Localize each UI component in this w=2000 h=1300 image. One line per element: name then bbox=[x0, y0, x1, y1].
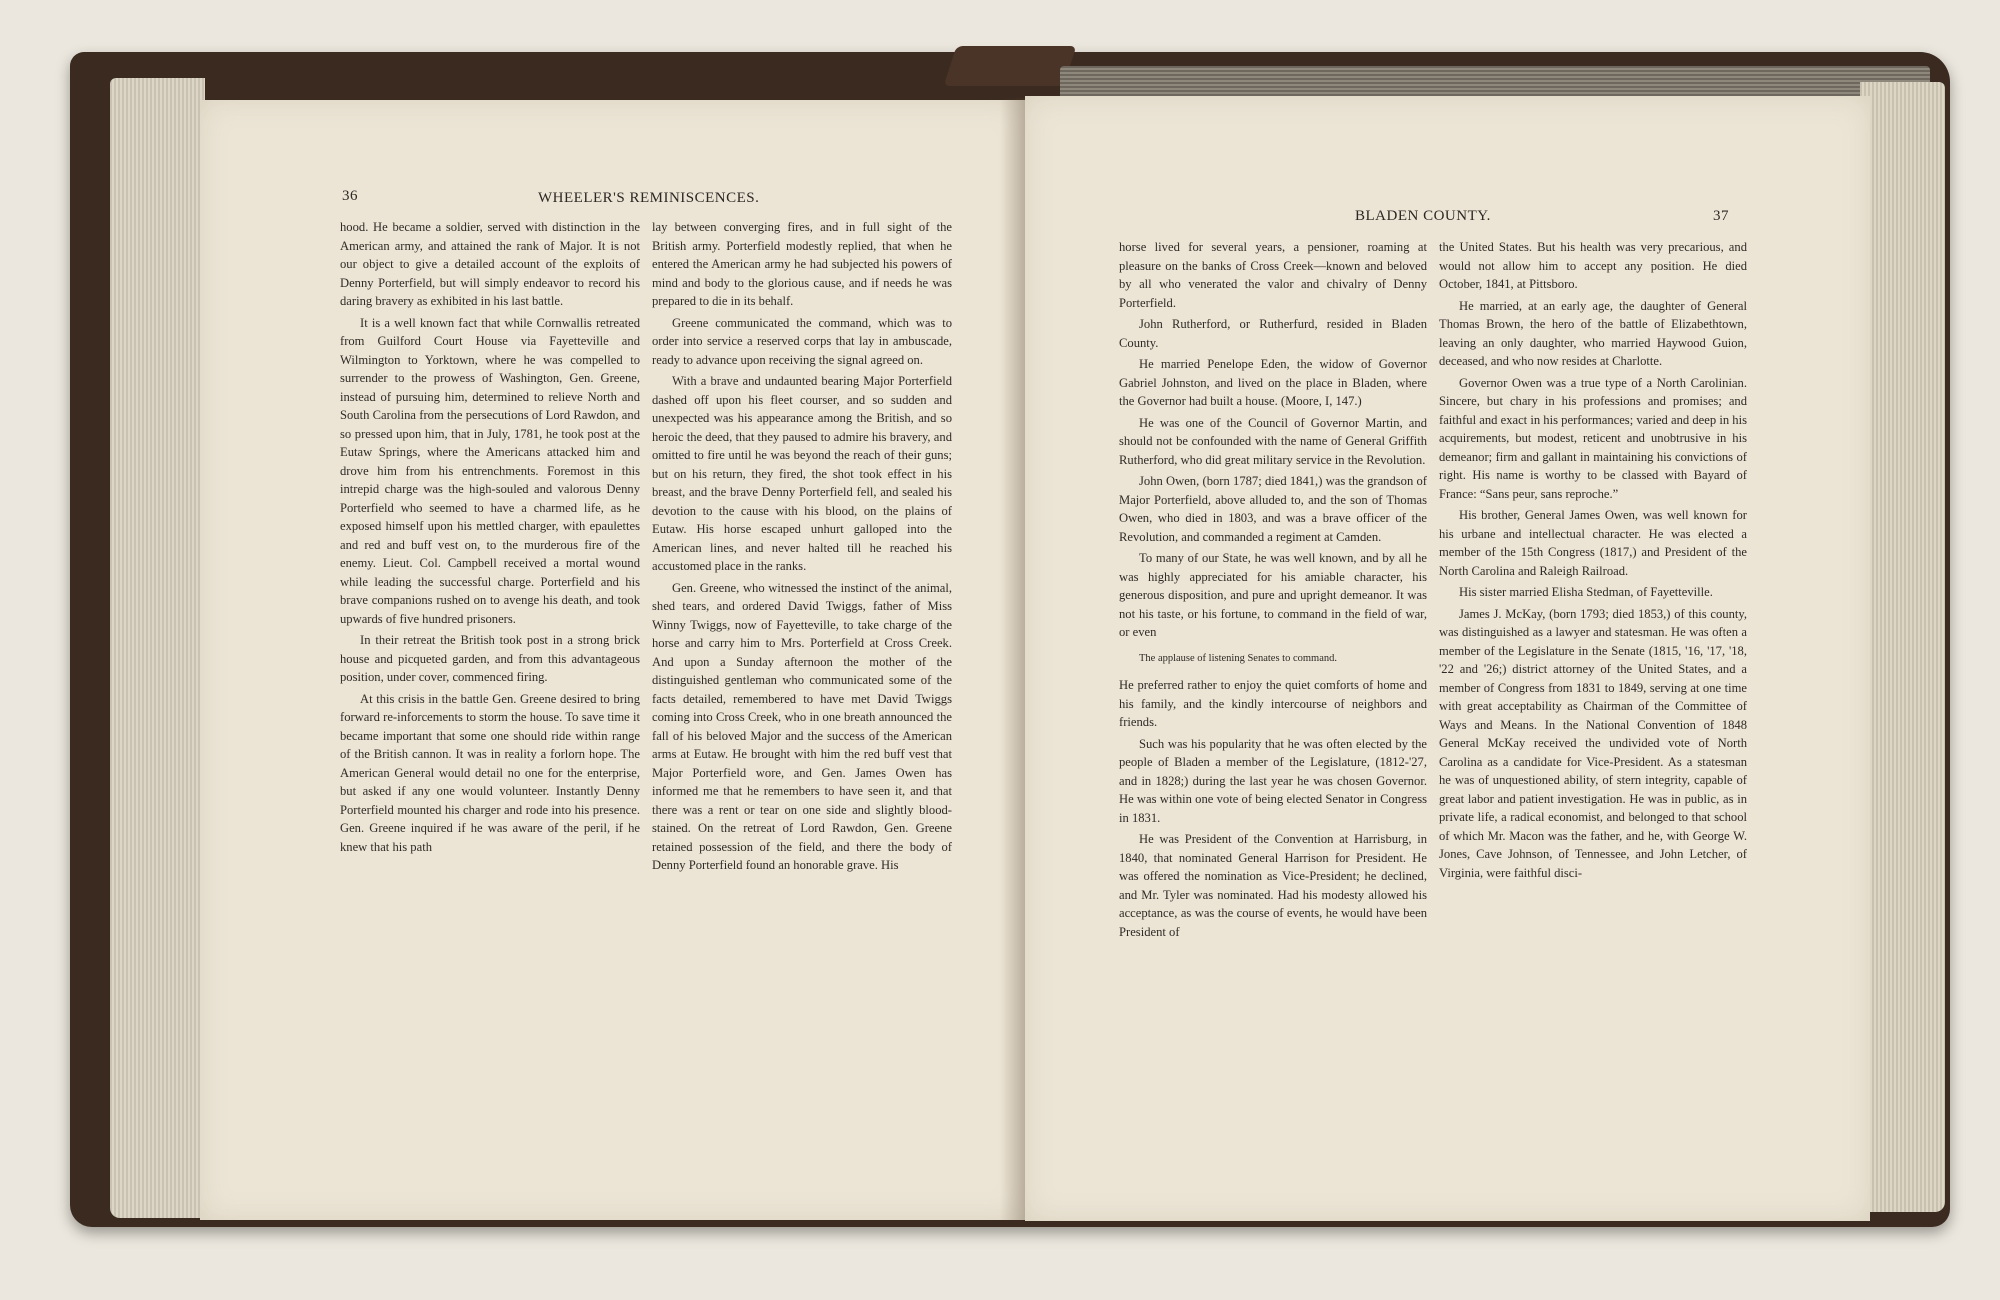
paragraph: John Owen, (born 1787; died 1841,) was the grandson of Major Porterfield, above alluded to, and the son of Thomas Owen, who died in 1803, and was a brave officer of the Revolution, and commanded a regiment at Camden. bbox=[1119, 474, 1427, 544]
paragraph: James J. McKay, (born 1793; died 1853,) of this county, was distinguished as a lawyer and statesman. He was often a member of the Legislature in the Senate (1815, '16, '17, '18, '22 and '26;) district attorney of the United States, and a member of Congress from 1831 to 1849, serving at one time with great acceptability as Chairman of the Committee of Ways and Means. In the National Convention of 1848 General McKay received the undivided vote of North Carolina as a candidate for Vice-President. As a statesman he was of unquestioned ability, of stern integrity, capable of great labor and patient investigation. He was in public, as in private life, a radical economist, and belonged to that school of which Mr. Macon was the father, and he, with George W. Jones, Cave Johnson, of Tennessee, and John Letcher, of Virginia, were faithful disci- bbox=[1439, 606, 1747, 880]
paragraph: horse lived for several years, a pensioner, roaming at pleasure on the banks of Cross Creek—known and beloved by all who venerated the valor and chivalry of Denny Porterfield. bbox=[1119, 240, 1427, 310]
paragraph: He was one of the Council of Governor Martin, and should not be confounded with the name of General Griffith Rutherford, who did great military service in the Revolution. bbox=[1119, 415, 1427, 467]
paragraph: He preferred rather to enjoy the quiet comforts of home and his family, and the kindly intercourse of neighbors and friends. bbox=[1119, 678, 1427, 729]
paragraph: the United States. But his health was very precarious, and would not allow him to accept any position. He died October, 1841, at Pittsboro. bbox=[1439, 240, 1747, 291]
text-column bbox=[1119, 238, 1427, 944]
paragraph: His sister married Elisha Stedman, of Fayetteville. bbox=[1459, 585, 1713, 599]
left-page bbox=[200, 100, 1025, 1220]
paragraph: With a brave and undaunted bearing Major Porterfield dashed off upon his fleet courser, and so sudden and unexpected was his appearance among the British, and so heroic the deed, that they paused to admire his bravery, and omitted to fire until he was beyond the reach of their guns; but on his return, they fired, the shot took effect in his breast, and the brave Denny Porterfield fell, and sealed his devotion to the cause with his blood, on the plains of Eutaw. His horse escaped unhurt galloped into the American lines, and never halted till he reached his accustomed place in the ranks. bbox=[652, 374, 952, 573]
page-edges-right bbox=[1860, 82, 1945, 1212]
paragraph: hood. He became a soldier, served with distinction in the American army, and attained the rank of Major. It is not our object to give a detailed account of the exploits of Denny Porterfield, but will simply endeavor to record his daring bravery as exhibited in his last battle. bbox=[340, 220, 640, 308]
text-column bbox=[652, 218, 952, 878]
running-head: BLADEN COUNTY. bbox=[1355, 208, 1491, 224]
page-edges-left bbox=[110, 78, 205, 1218]
paragraph: To many of our State, he was well known, and by all he was highly appreciated for his amiable character, his generous disposition, and pure and upright demeanor. It was not his taste, or his fortune, to command in the field of war, or even bbox=[1119, 551, 1427, 639]
right-page bbox=[1025, 96, 1870, 1221]
paragraph: At this crisis in the battle Gen. Greene desired to bring forward re-inforcements to storm the house. To save time it became important that some one should ride within range of the British cannon. It was in reality a forlorn hope. The American General would detail no one for the enterprise, but asked if any one would volunteer. Instantly Denny Porterfield mounted his charger and rode into his presence. Gen. Greene inquired if he was aware of the peril, if he knew that his path bbox=[340, 691, 640, 854]
text-column bbox=[1439, 238, 1747, 885]
paragraph: Greene communicated the command, which was to order into service a reserved corps that lay in ambuscade, ready to advance upon receiving the signal agreed on. bbox=[652, 315, 952, 367]
paragraph: He was President of the Convention at Harrisburg, in 1840, that nominated General Harrison for President. He was offered the nomination as Vice-President; he declined, and Mr. Tyler was nominated. Had his modesty allowed his acceptance, as was the course of events, he would have been President of bbox=[1119, 832, 1427, 939]
paragraph: In their retreat the British took post in a strong brick house and picqueted garden, and from this advantageous position, under cover, commenced firing. bbox=[340, 633, 640, 684]
paragraph: He married Penelope Eden, the widow of Governor Gabriel Johnston, and lived on the place in Bladen, where the Governor had built a house. (Moore, I, 147.) bbox=[1119, 357, 1427, 408]
spine-tab bbox=[944, 46, 1077, 86]
paragraph: The applause of listening Senates to command. bbox=[1139, 652, 1337, 664]
paragraph: lay between converging fires, and in full sight of the British army. Porterfield modestly replied, that when he entered the American army he had subjected his powers of mind and body to the glorious cause, and if needs he was prepared to die in its behalf. bbox=[652, 220, 952, 308]
paragraph: Governor Owen was a true type of a North Carolinian. Sincere, but chary in his professions and promises; and faithful and exact in his performances; varied and deep in his acquirements, but modest, reticent and unobtrusive in his demeanor; firm and gallant in maintaining his convictions of right. His name is worthy to be classed with Bayard of France: “Sans peur, sans reproche.” bbox=[1439, 375, 1747, 501]
text-column bbox=[340, 218, 640, 859]
paragraph: Gen. Greene, who witnessed the instinct of the animal, shed tears, and ordered David Twiggs, father of Miss Winny Twiggs, now of Fayetteville, to take charge of the horse and carry him to Mrs. Porterfield at Cross Creek. And upon a Sunday afternoon the mother of the distinguished gentleman who communicated some of the facts detailed, remembered to have met David Twiggs coming into Cross Creek, who in one breath announced the fall of his beloved Major and the success of the American arms at Eutaw. He brought with him the red buff vest that Major Porterfield wore, and Gen. James Owen has informed me that he remembers to have seen it, and that there was a rent or tear on one side and slightly blood-stained. On the retreat of Lord Rawdon, Gen. Greene retained possession of the field, and there the body of Denny Porterfield found an honorable grave. His bbox=[652, 580, 952, 872]
paragraph: John Rutherford, or Rutherfurd, resided in Bladen County. bbox=[1119, 317, 1427, 350]
running-head: WHEELER'S REMINISCENCES. bbox=[538, 190, 760, 206]
paragraph: It is a well known fact that while Cornwallis retreated from Guilford Court House via Fayetteville and Wilmington to Yorktown, where he was compelled to surrender to the prowess of Washington, Gen. Greene, instead of pursuing him, determined to relieve North and South Carolina from the persecutions of Lord Rawdon, and so pressed upon him, that in July, 1781, he took post at the Eutaw Springs, where the Americans attacked him and drove him from his entrenchments. Foremost in this intrepid charge was the high-souled and valorous Denny Porterfield who seemed to have a charmed life, as he exposed himself upon his mettled charger, with epaulettes and red and buff vest on, to the murderous fire of the enemy. Lieut. Col. Campbell received a mortal wound while leading the successful charge. Porterfield and his brave companions rushed on to avenge his death, and took upwards of five hundred prisoners. bbox=[340, 315, 640, 626]
page-number: 37 bbox=[1713, 208, 1729, 224]
paragraph: He married, at an early age, the daughter of General Thomas Brown, the hero of the battle of Elizabethtown, leaving an only daughter, who married Haywood Guion, deceased, and who now resides at Charlotte. bbox=[1439, 298, 1747, 368]
paragraph: Such was his popularity that he was often elected by the people of Bladen a member of the Legislature, (1812-'27, and in 1828;) during the last year he was chosen Governor. He was within one vote of being elected Senator in Congress in 1831. bbox=[1119, 736, 1427, 825]
paragraph: His brother, General James Owen, was well known for his urbane and intellectual character. He was elected a member of the 15th Congress (1817,) and President of the North Carolina and Raleigh Railroad. bbox=[1439, 508, 1747, 578]
page-number: 36 bbox=[342, 188, 358, 204]
